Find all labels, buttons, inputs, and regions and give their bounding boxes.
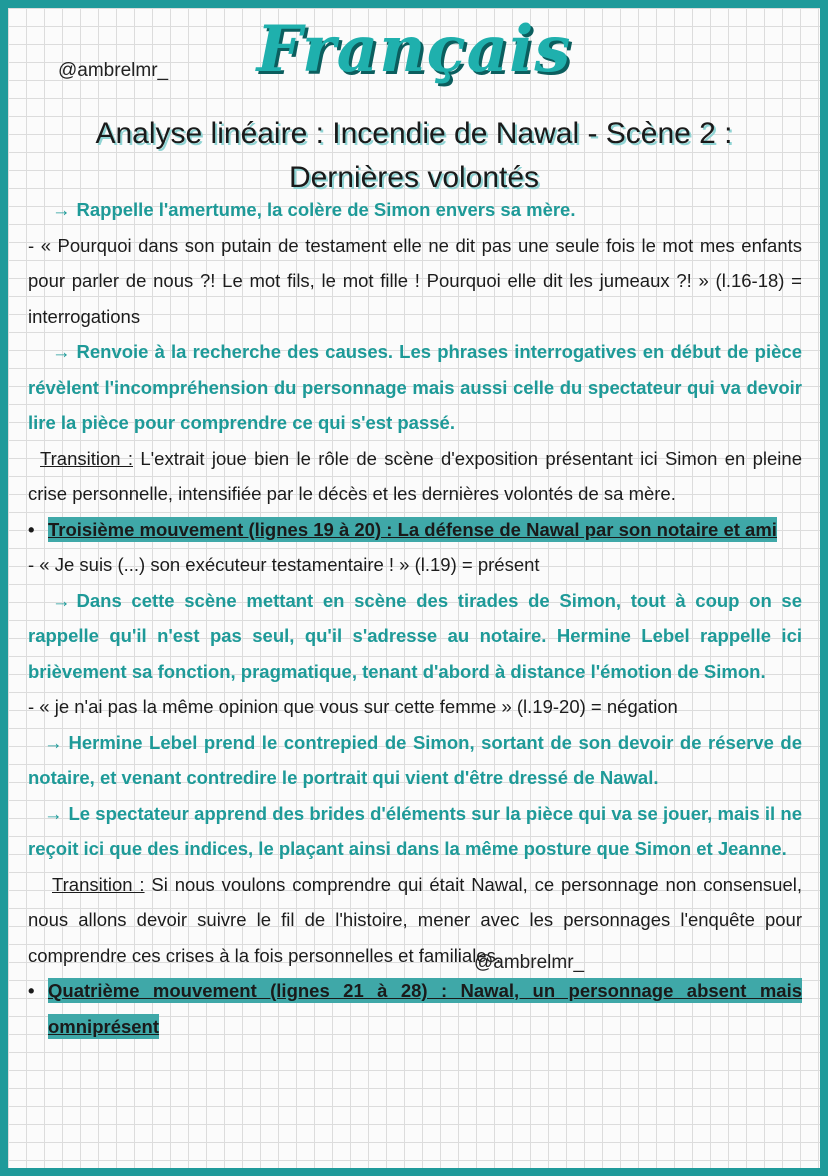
- transition-label: Transition :: [40, 447, 134, 469]
- page-title: Français: [256, 12, 572, 87]
- author-handle: @ambrelmr_: [58, 60, 169, 81]
- watermark-handle: @ambrelmr_: [474, 952, 585, 973]
- analysis-point: → Renvoie à la recherche des causes. Les phrases interrogatives en début de pièce révèlent l'incompréhension du personnage mais aussi celle du spectateur qui va devoir lire la pièce pour comprendre ce qui s'est passé.: [28, 341, 802, 433]
- quote-line: - « Pourquoi dans son putain de testament elle ne dit pas une seule fois le mot mes enfants pour parler de nous ?! Le mot fils, le mot fille ! Pourquoi elle dit les jumeaux ?! » (l.16-18) = interrogations: [28, 234, 802, 327]
- analysis-point: → Le spectateur apprend des brides d'éléments sur la pièce qui va se jouer, mais il ne reçoit ici que des indices, le plaçant ainsi dans la même posture que Simon et Jeanne.: [28, 802, 802, 859]
- bullet-icon: •: [28, 980, 35, 1001]
- transition-label: Transition :: [52, 873, 145, 895]
- quote-line: - « Je suis (...) son exécuteur testamentaire ! » (l.19) = présent: [28, 554, 540, 575]
- arrow-icon: →: [44, 802, 63, 824]
- analysis-point: → Rappelle l'amertume, la colère de Simon envers sa mère.: [52, 199, 576, 220]
- transition-paragraph: Transition : L'extrait joue bien le rôle de scène d'exposition présentant ici Simon en pleine crise personnelle, intensifiée par le décès et les dernières volontés de sa mère.: [28, 447, 802, 504]
- transition-paragraph: Transition : Si nous voulons comprendre qui était Nawal, ce personnage non consensuel, nous allons devoir suivre le fil de l'histoire, mener avec les personnages l'enquête pour comprendre ces crises à la fois personnelles et familiales.: [28, 873, 802, 966]
- quote-line: - « je n'ai pas la même opinion que vous sur cette femme » (l.19-20) = négation: [28, 696, 678, 717]
- analysis-point: → Dans cette scène mettant en scène des tirades de Simon, tout à coup on se rappelle qu'il n'est pas seul, qu'il s'adresse au notaire. Hermine Lebel rappelle ici brièvement sa fonction, pragmatique, tenant d'abord à distance l'émotion de Simon.: [28, 589, 802, 682]
- notes-page: [8, 8, 820, 1168]
- section-heading: • Troisième mouvement (lignes 19 à 20) : La défense de Nawal par son notaire et ami: [28, 512, 802, 548]
- bullet-icon: •: [28, 518, 35, 540]
- page-subtitle: Analyse linéaire : Incendie de Nawal - Scène 2 : Dernières volontés: [95, 117, 733, 194]
- arrow-icon: →: [52, 589, 71, 611]
- section-heading: • Quatrième mouvement (lignes 21 à 28) : Nawal, un personnage absent mais omniprésent: [28, 973, 802, 1044]
- arrow-icon: →: [52, 341, 71, 362]
- arrow-icon: →: [52, 199, 71, 220]
- arrow-icon: →: [44, 731, 63, 753]
- analysis-point: → Hermine Lebel prend le contrepied de Simon, sortant de son devoir de réserve de notaire, et venant contredire le portrait qui vient d'être dressé de Nawal.: [28, 731, 802, 788]
- notes-content: [28, 192, 802, 1044]
